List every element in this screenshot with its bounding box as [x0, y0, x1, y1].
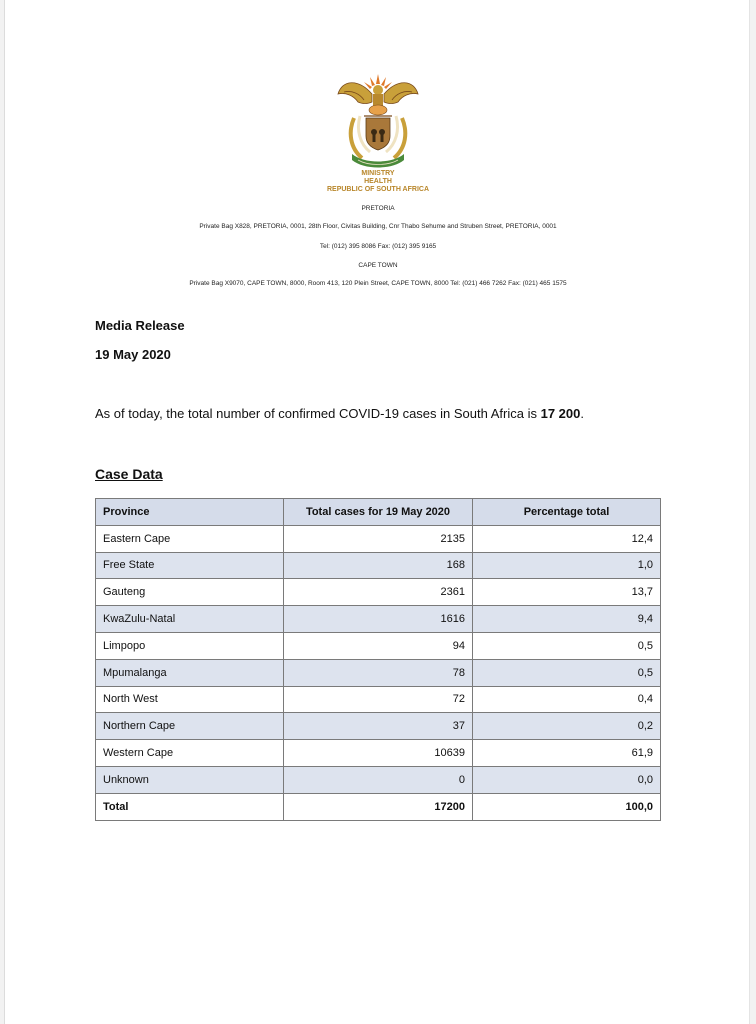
total-label-cell: Total [96, 793, 284, 820]
province-cell: Unknown [96, 766, 284, 793]
coat-of-arms-logo [334, 68, 422, 174]
table-row [96, 606, 661, 633]
percent-cell: 9,4 [473, 606, 661, 633]
province-cell: Mpumalanga [96, 659, 284, 686]
summary-text [95, 406, 584, 421]
province-cell: KwaZulu-Natal [96, 606, 284, 633]
percent-cell: 61,9 [473, 740, 661, 767]
percent-cell: 0,4 [473, 686, 661, 713]
cases-cell: 94 [284, 632, 473, 659]
province-cell: Limpopo [96, 632, 284, 659]
department-label: HEALTH [364, 178, 392, 185]
province-cell: Free State [96, 552, 284, 579]
total-percent-cell: 100,0 [473, 793, 661, 820]
province-cell: Northern Cape [96, 713, 284, 740]
percent-cell: 0,5 [473, 659, 661, 686]
case-data-heading: Case Data [95, 466, 163, 482]
percent-cell: 12,4 [473, 525, 661, 552]
percent-cell: 0,2 [473, 713, 661, 740]
summary-total: 17 200 [540, 406, 581, 421]
cases-cell: 2135 [284, 525, 473, 552]
percent-cell: 1,0 [473, 552, 661, 579]
capetown-label: CAPE TOWN [358, 262, 398, 269]
province-cell: North West [96, 686, 284, 713]
table-row [96, 713, 661, 740]
table-total-row [96, 793, 661, 820]
table-row [96, 766, 661, 793]
total-cases-cell: 17200 [284, 793, 473, 820]
country-label: REPUBLIC OF SOUTH AFRICA [326, 186, 430, 193]
table-header-row [96, 499, 661, 526]
table-row [96, 686, 661, 713]
table-row [96, 659, 661, 686]
percent-cell: 0,0 [473, 766, 661, 793]
cases-cell: 0 [284, 766, 473, 793]
cases-cell: 78 [284, 659, 473, 686]
summary-suffix: . [580, 406, 584, 421]
case-data-table [95, 498, 661, 821]
table-row [96, 579, 661, 606]
table-row [96, 552, 661, 579]
province-cell: Gauteng [96, 579, 284, 606]
capetown-address: Private Bag X9070, CAPE TOWN, 8000, Room 413, 120 Plein Street, CAPE TOWN, 8000 Tel: (021) 466 7262 Fax: (021) 465 1575 [189, 280, 567, 287]
cases-cell: 2361 [284, 579, 473, 606]
percent-cell: 13,7 [473, 579, 661, 606]
release-date: 19 May 2020 [95, 347, 171, 362]
summary-prefix: As of today, the total number of confirmed COVID-19 cases in South Africa is [95, 406, 541, 421]
pretoria-phone: Tel: (012) 395 8086 Fax: (012) 395 9165 [319, 243, 437, 250]
pretoria-label: PRETORIA [361, 205, 395, 212]
table-row [96, 740, 661, 767]
cases-cell: 10639 [284, 740, 473, 767]
column-header-percentage: Percentage total [473, 499, 661, 526]
table-row [96, 632, 661, 659]
release-title: Media Release [95, 318, 185, 333]
cases-cell: 37 [284, 713, 473, 740]
column-header-province: Province [96, 499, 284, 526]
province-cell: Eastern Cape [96, 525, 284, 552]
ministry-label: MINISTRY [361, 170, 395, 177]
cases-cell: 1616 [284, 606, 473, 633]
table-row [96, 525, 661, 552]
cases-cell: 72 [284, 686, 473, 713]
column-header-total-cases: Total cases for 19 May 2020 [284, 499, 473, 526]
pretoria-address: Private Bag X828, PRETORIA, 0001, 28th Floor, Civitas Building, Cnr Thabo Sehume and Struben Street, PRETORIA, 0001 [199, 223, 557, 230]
percent-cell: 0,5 [473, 632, 661, 659]
province-cell: Western Cape [96, 740, 284, 767]
cases-cell: 168 [284, 552, 473, 579]
